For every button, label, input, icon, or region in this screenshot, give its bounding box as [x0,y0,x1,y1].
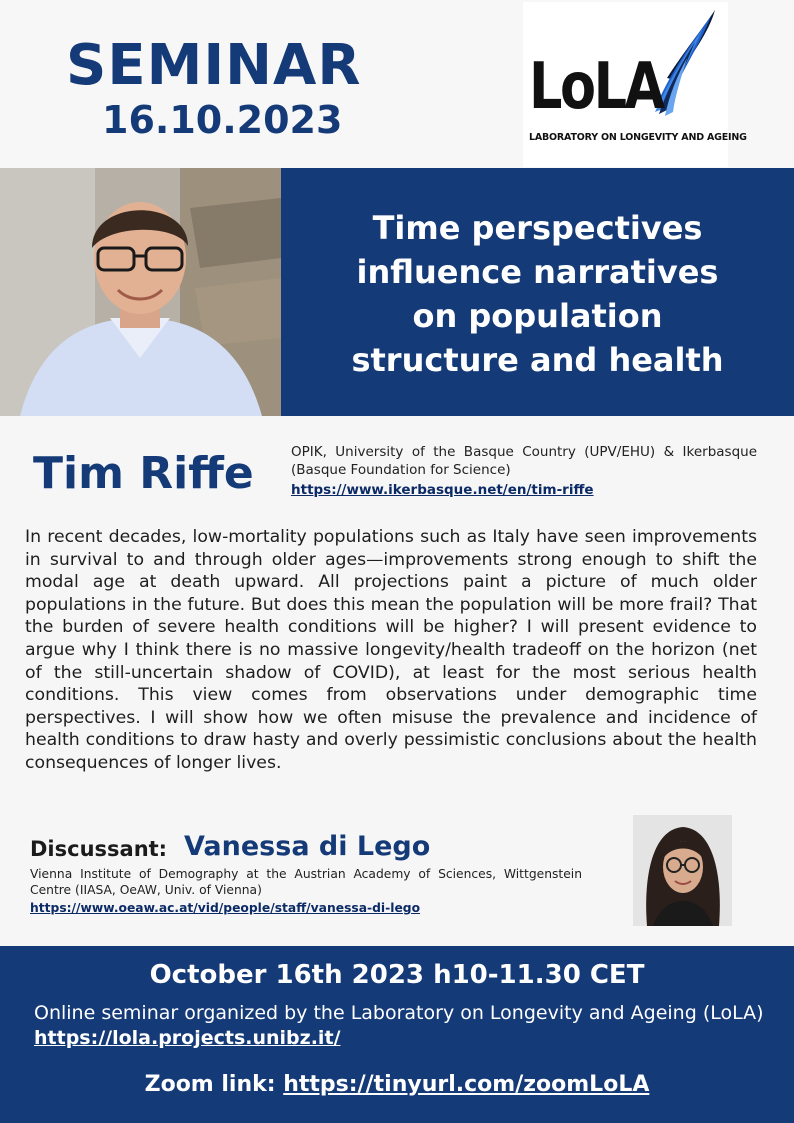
abstract-text: In recent decades, low-mortality populations such as Italy have seen improvements in survival to and through older ages—improvements strong enough to shift the modal age at death upward. All projections paint a picture of much older populations in the future. But does this mean the population will be more frail? That the burden of severe health conditions will be higher? I will present evidence to argue why I think there is no massive longevity/health tradeoff on the horizon (net of the still-uncertain shadow of COVID), at least for the most serious health conditions. This view comes from observations under demographic time perspectives. I will show how we often misuse the prevalence and incidence of health conditions to draw hasty and overly pessimistic conclusions about the health consequences of longer lives. [25,527,757,773]
speaker-profile-link[interactable]: https://www.ikerbasque.net/en/tim-riffe [291,482,594,498]
discussant-photo [633,815,732,926]
lola-logo [523,2,747,167]
discussant-affiliation: Vienna Institute of Demography at the Austrian Academy of Sciences, Wittgenstein Centre (IIASA, OeAW, Univ. of Vienna) [30,867,582,897]
zoom-label: Zoom link: [144,1072,276,1097]
talk-title-line: Time perspectives [372,209,703,247]
seminar-date: 16.10.2023 [102,98,343,142]
zoom-link[interactable]: https://tinyurl.com/zoomLoLA [283,1072,650,1097]
discussant-name: Vanessa di Lego [184,831,431,862]
talk-title-line: on population [412,297,663,335]
seminar-title: SEMINAR [66,33,362,98]
hero-band [0,168,794,416]
header [0,0,794,168]
event-organizer [34,1001,764,1051]
lola-website-link[interactable]: https://lola.projects.unibz.it/ [34,1027,341,1049]
discussant-profile-link[interactable]: https://www.oeaw.ac.at/vid/people/staff/vanessa-di-lego [30,901,421,915]
logo-subtitle: LABORATORY ON LONGEVITY AND AGEING [529,132,747,143]
talk-title [281,206,794,382]
discussant-label: Discussant: [30,837,168,861]
organizer-text: Online seminar organized by the Laboratory on Longevity and Ageing (LoLA) [34,1002,764,1024]
talk-title-panel [281,168,794,416]
speaker-name: Tim Riffe [33,448,254,499]
zoom-line [0,1070,794,1100]
logo-text: LoLA [529,50,663,124]
talk-title-line: influence narratives [356,253,719,291]
footer [0,946,794,1123]
speaker-affiliation: OPIK, University of the Basque Country (UPV/EHU) & Ikerbasque (Basque Foundation for Science) [291,444,757,478]
event-datetime: October 16th 2023 h10-11.30 CET [149,960,645,990]
talk-title-line: structure and health [351,341,724,379]
speaker-photo [0,168,281,416]
